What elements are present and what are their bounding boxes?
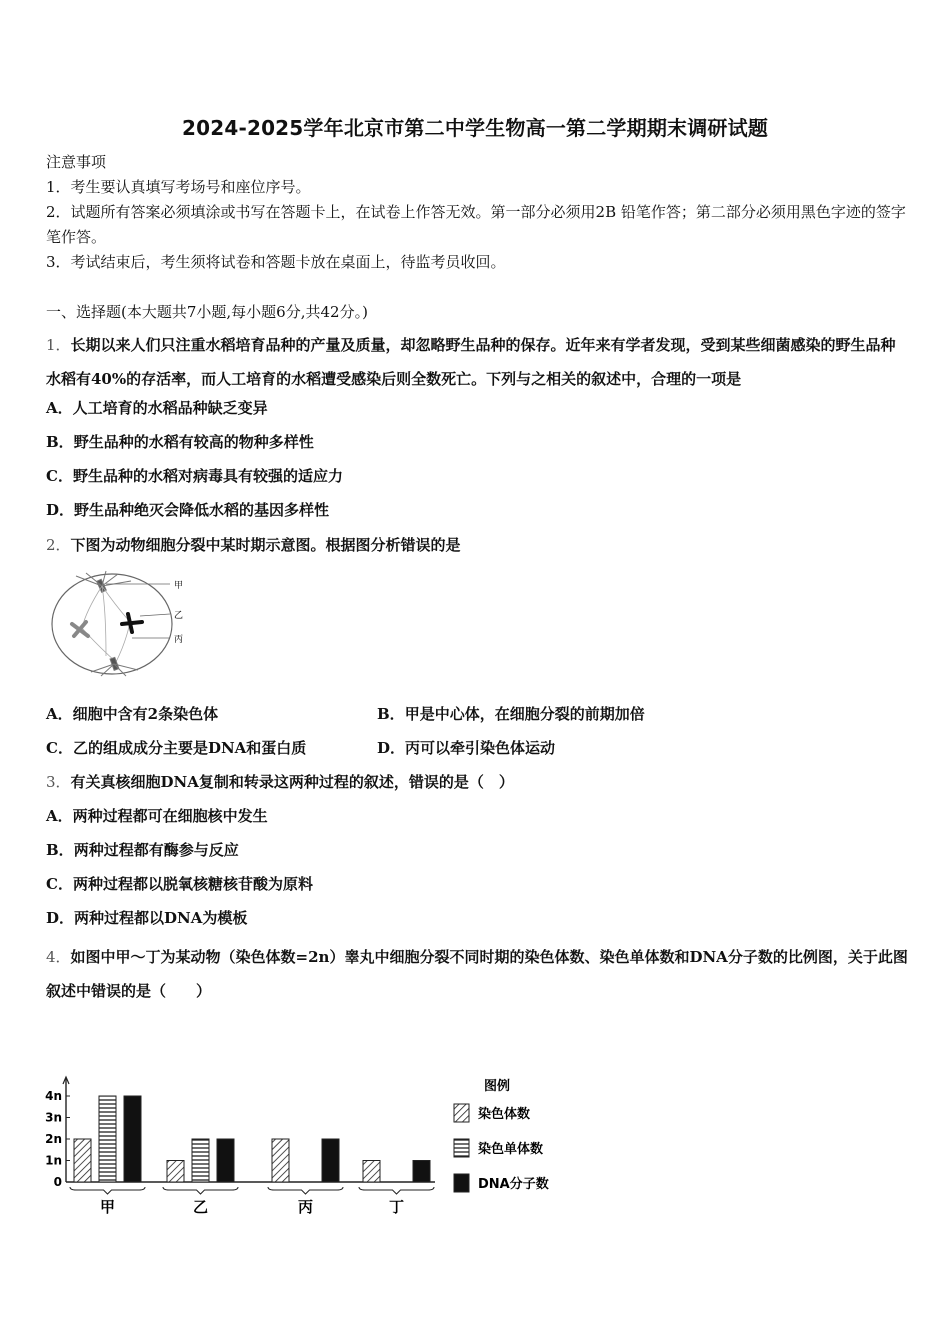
cell-division-figure	[46, 566, 206, 678]
bar	[272, 1139, 289, 1182]
category-bracket	[163, 1187, 238, 1194]
q2-option-b: B．甲是中心体，在细胞分裂的前期加倍	[377, 705, 645, 723]
question-4-number: 4．	[46, 948, 71, 966]
notice-item-2: 2．试题所有答案必须填涂或书写在答题卡上，在试卷上作答无效。第一部分必须用2B 铅笔作答；第二部分必须用黑色字迹的签字笔作答。	[46, 203, 906, 246]
bar-chart	[40, 1070, 580, 1220]
x-category-label: 乙	[192, 1198, 209, 1216]
legend-label: 染色单体数	[478, 1142, 544, 1157]
question-1-stem: 长期以来人们只注重水稻培育品种的产量及质量，却忽略野生品种的保存。近年来有学者发现，受到某些细菌感染的野生品种水稻有40%的存活率，而人工培育的水稻遭受感染后则全数死亡。下列与之相关的叙述中，合理的一项是	[46, 336, 896, 388]
section-heading: 一、选择题(本大题共7小题,每小题6分,共42分。)	[46, 303, 368, 321]
q1-option-c: C．野生品种的水稻对病毒具有较强的适应力	[46, 467, 343, 485]
category-bracket	[70, 1187, 145, 1194]
question-4	[46, 940, 908, 1008]
question-2	[46, 535, 461, 555]
x-category-label: 丙	[297, 1198, 314, 1216]
bar	[124, 1096, 141, 1182]
bar	[167, 1161, 184, 1183]
y-tick-label: 3n	[45, 1110, 62, 1125]
legend-label: 染色体数	[478, 1107, 531, 1122]
y-tick-label: 2n	[45, 1132, 62, 1146]
pointer-lines	[106, 584, 170, 638]
question-2-stem: 下图为动物细胞分裂中某时期示意图。根据图分析错误的是	[70, 536, 461, 554]
question-4-stem: 如图中甲～丁为某动物（染色体数=2n）睾丸中细胞分裂不同时期的染色体数、染色单体数和DNA分子数的比例图，关于此图叙述中错误的是（ ）	[46, 948, 908, 1000]
chromosome-gray	[72, 622, 88, 636]
notice-item-1: 1．考生要认真填写考场号和座位序号。	[46, 178, 311, 196]
label-yi: 乙	[174, 611, 184, 621]
bar	[363, 1161, 380, 1183]
question-3-number: 3．	[46, 773, 71, 791]
chart-legend	[454, 1078, 549, 1192]
y-tick-label: 0	[53, 1175, 62, 1189]
chart-bars	[74, 1096, 430, 1182]
bar	[413, 1161, 430, 1183]
label-bing: 丙	[174, 635, 184, 645]
q2-option-d: D．丙可以牵引染色体运动	[377, 739, 556, 757]
legend-title: 图例	[484, 1079, 511, 1094]
x-category-label: 甲	[99, 1198, 116, 1216]
question-3-stem: 有关真核细胞DNA复制和转录这两种过程的叙述，错误的是（ ）	[70, 773, 514, 791]
q1-option-a: A．人工培育的水稻品种缺乏变异	[46, 399, 268, 417]
question-1	[46, 328, 908, 396]
category-bracket	[268, 1187, 343, 1194]
q3-option-a: A．两种过程都可在细胞核中发生	[46, 807, 268, 825]
bar	[217, 1139, 234, 1182]
category-bracket	[359, 1187, 434, 1194]
q1-option-b: B．野生品种的水稻有较高的物种多样性	[46, 433, 314, 451]
question-1-number: 1．	[46, 336, 71, 354]
notice-item-3: 3．考试结束后，考生须将试卷和答题卡放在桌面上，待监考员收回。	[46, 253, 506, 271]
y-tick-label: 1n	[45, 1153, 62, 1168]
q3-option-b: B．两种过程都有酶参与反应	[46, 841, 239, 859]
question-2-number: 2．	[46, 536, 71, 554]
legend-swatch	[454, 1139, 469, 1157]
q3-option-d: D．两种过程都以DNA为模板	[46, 909, 248, 927]
bar	[192, 1139, 209, 1182]
legend-label: DNA分子数	[478, 1177, 549, 1192]
legend-swatch	[454, 1174, 469, 1192]
q2-option-c: C．乙的组成成分主要是DNA和蛋白质	[46, 739, 307, 757]
page-title: 2024-2025学年北京市第二中学生物高一第二学期期末调研试题	[181, 116, 769, 140]
question-3	[46, 772, 514, 792]
q3-option-c: C．两种过程都以脱氧核糖核苷酸为原料	[46, 875, 313, 893]
x-category-label: 丁	[388, 1198, 405, 1216]
bar	[74, 1139, 91, 1182]
bar	[322, 1139, 339, 1182]
legend-swatch	[454, 1104, 469, 1122]
y-tick-label: 4n	[45, 1089, 62, 1103]
q2-option-a: A．细胞中含有2条染色体	[46, 705, 219, 723]
q1-option-d: D．野生品种绝灭会降低水稻的基因多样性	[46, 501, 330, 519]
chart-x-labels	[70, 1187, 434, 1216]
label-jia: 甲	[174, 581, 184, 591]
notice-heading: 注意事项	[46, 153, 107, 171]
bar	[99, 1096, 116, 1182]
